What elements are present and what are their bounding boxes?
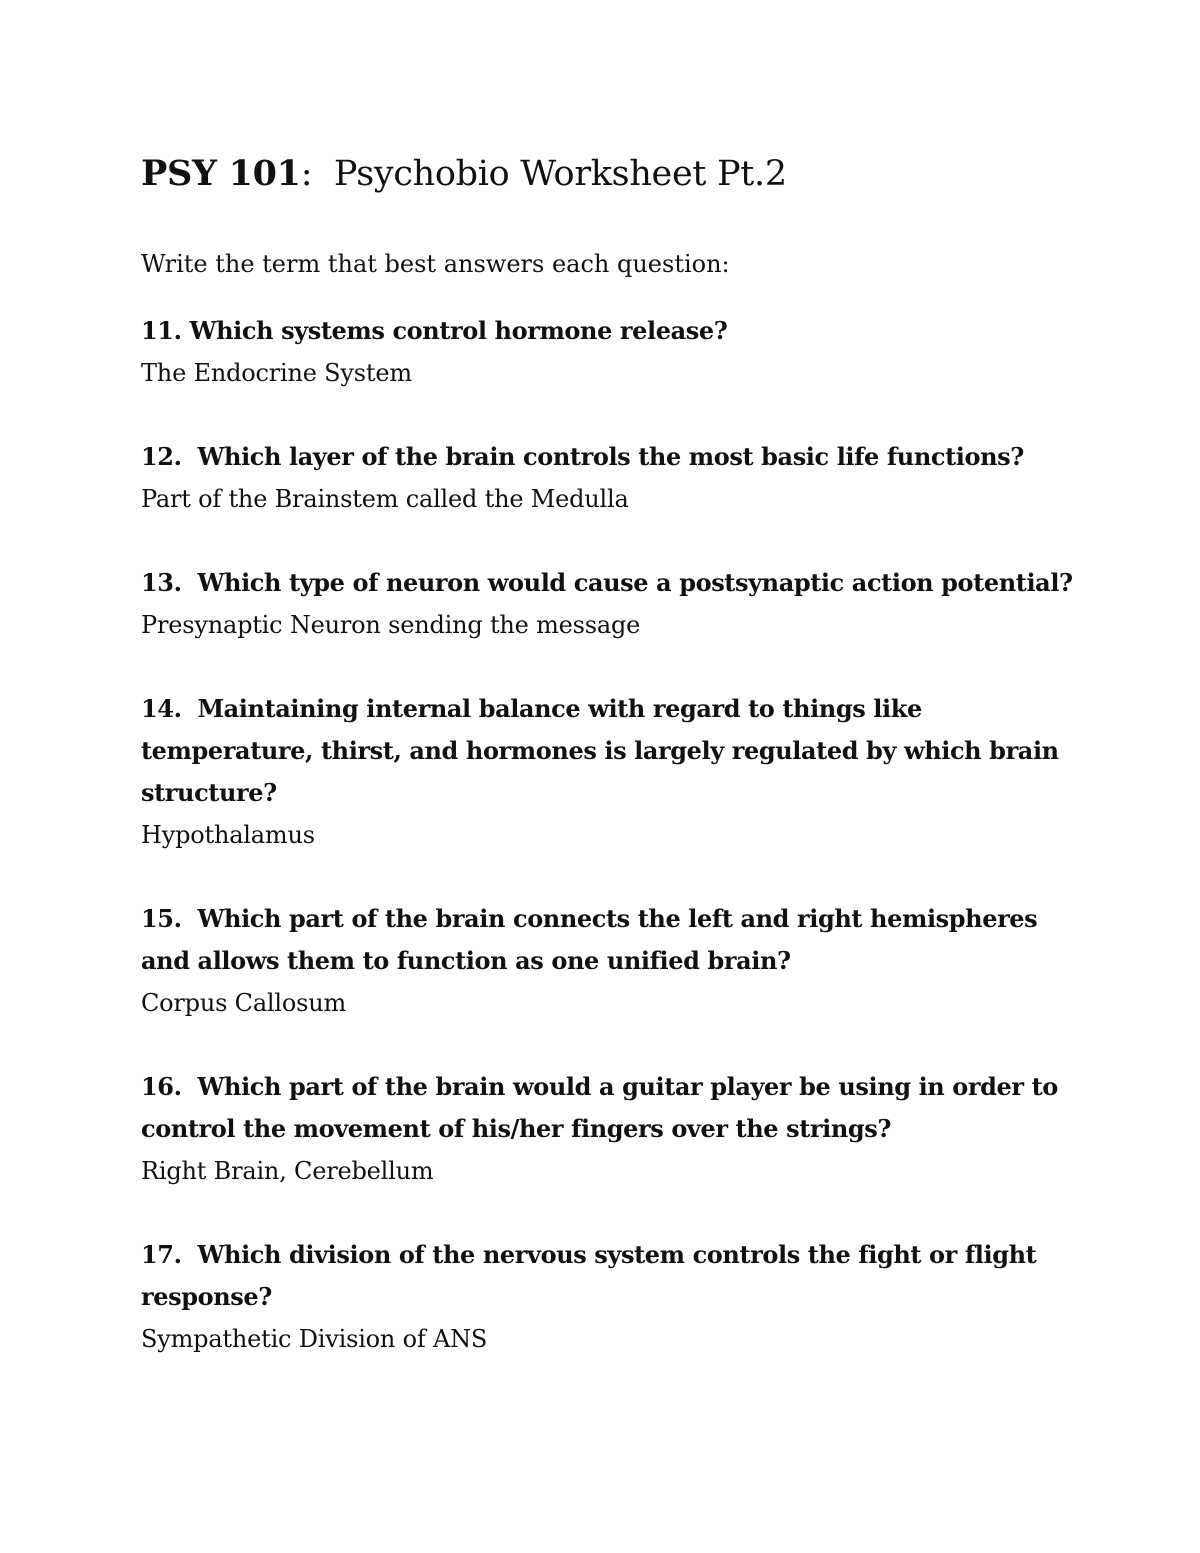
question-text: 13. Which type of neuron would cause a postsynaptic action potential? — [141, 568, 1073, 597]
question-number: 13. — [141, 568, 182, 597]
page-title — [141, 150, 1081, 198]
question-number: 17. — [141, 1240, 182, 1269]
question-item — [141, 688, 1081, 856]
question-number: 15. — [141, 904, 182, 933]
answer-text: Right Brain, Cerebellum — [141, 1157, 434, 1185]
answer-text: Part of the Brainstem called the Medulla — [141, 485, 629, 513]
instructions: Write the term that best answers each question: — [141, 250, 730, 278]
question-number: 11. — [141, 316, 182, 345]
title-separator: : — [300, 154, 313, 194]
question-item — [141, 562, 1081, 646]
question-item — [141, 310, 1081, 394]
question-text: 11. Which systems control hormone release? — [141, 316, 728, 345]
question-item — [141, 436, 1081, 520]
answer-text: Corpus Callosum — [141, 989, 347, 1017]
answer-text: The Endocrine System — [141, 359, 412, 387]
question-item — [141, 898, 1081, 1024]
question-text: 15. Which part of the brain connects the left and right hemispheres and allows them to function as one unified brain? — [141, 904, 1038, 975]
question-text: 17. Which division of the nervous system controls the fight or flight response? — [141, 1240, 1037, 1311]
answer-text: Sympathetic Division of ANS — [141, 1325, 488, 1353]
question-number: 16. — [141, 1072, 182, 1101]
course-code: PSY 101 — [141, 153, 301, 194]
question-item — [141, 1234, 1081, 1360]
worksheet-page — [141, 150, 1081, 1360]
question-number: 14. — [141, 694, 182, 723]
question-text: 14. Maintaining internal balance with regard to things like temperature, thirst, and hormones is largely regulated by which brain structure? — [141, 694, 1059, 807]
question-number: 12. — [141, 442, 182, 471]
answer-text: Hypothalamus — [141, 821, 315, 849]
answer-text: Presynaptic Neuron sending the message — [141, 611, 641, 639]
worksheet-title: Psychobio Worksheet Pt.2 — [333, 154, 787, 194]
question-item — [141, 1066, 1081, 1192]
question-list — [141, 310, 1081, 1360]
question-text: 12. Which layer of the brain controls the most basic life functions? — [141, 442, 1024, 471]
question-text: 16. Which part of the brain would a guitar player be using in order to control the movement of his/her fingers over the strings? — [141, 1072, 1058, 1143]
